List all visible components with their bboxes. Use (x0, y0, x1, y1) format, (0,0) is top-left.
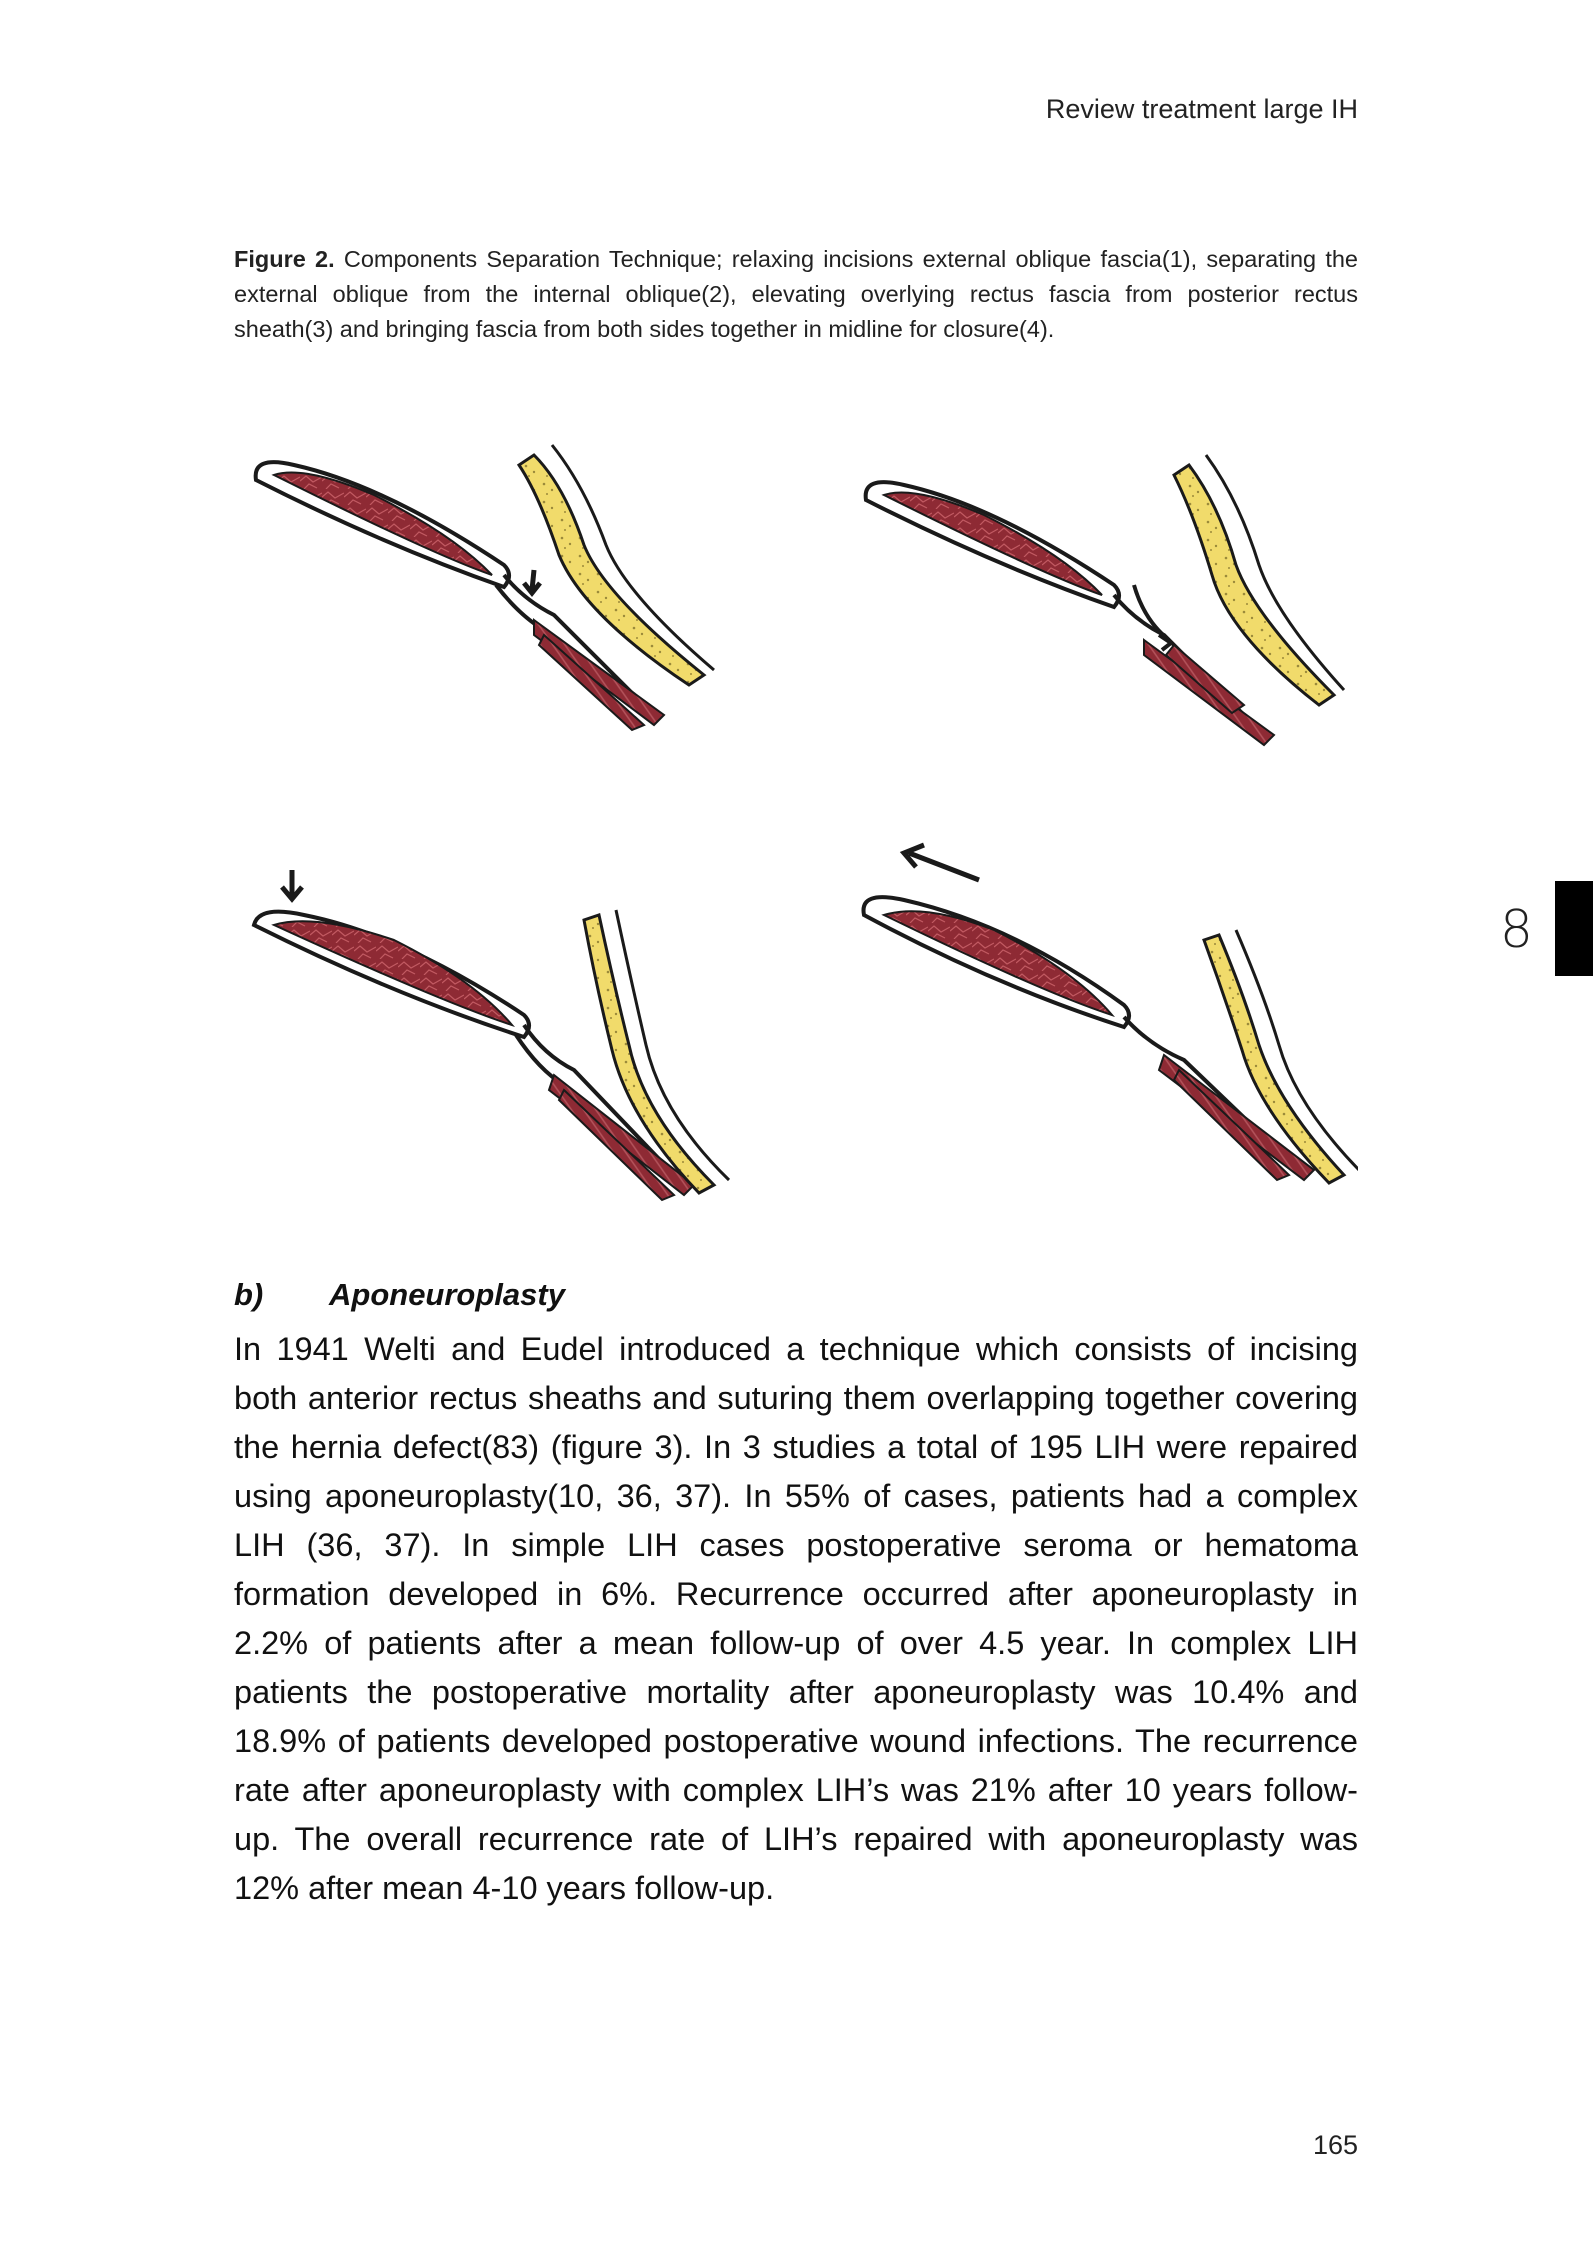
section-title: Aponeuroplasty (329, 1277, 565, 1312)
figure-caption-label: Figure 2. (234, 246, 335, 272)
figure-panel-1 (256, 445, 714, 730)
figure-panel-2 (866, 455, 1344, 745)
figure-panel-4 (864, 845, 1359, 1183)
figure-illustration (234, 425, 1358, 1215)
section-label: b) (234, 1277, 264, 1312)
section-heading (234, 1277, 565, 1313)
body-paragraph: In 1941 Welti and Eudel introduced a technique which consists of incising both anterior rectus sheaths and suturing them overlapping together covering the hernia defect(83) (figure 3). In 3 studies a total of 195 LIH were repaired using aponeuroplasty(10, 36, 37). In 55% of cases, patients had a complex LIH (36, 37). In simple LIH cases postoperative seroma or hematoma formation developed in 6%. Recurrence occurred after aponeuroplasty in 2.2% of patients after a mean follow-up of over 4.5 year. In complex LIH patients the postoperative mortality after aponeuroplasty was 10.4% and 18.9% of patients developed postoperative wound infections. The recurrence rate after aponeuroplasty with complex LIH’s was 21% after 10 years follow-up. The overall recurrence rate of LIH’s repaired with aponeuroplasty was 12% after mean 4-10 years follow-up. (234, 1331, 1358, 1906)
figure-caption (234, 242, 1358, 347)
running-header: Review treatment large IH (1045, 94, 1358, 124)
figure-panel-3 (254, 870, 729, 1200)
chapter-number: 8 (1499, 900, 1533, 960)
chapter-tab (1555, 881, 1593, 976)
page-number: 165 (1312, 2130, 1358, 2160)
figure-caption-text: Components Separation Technique; relaxing incisions external oblique fascia(1), separating the external oblique from the internal oblique(2), elevating overlying rectus fascia from posterior rectus sheath(3) and bringing fascia from both sides together in midline for closure(4). (234, 246, 1358, 342)
